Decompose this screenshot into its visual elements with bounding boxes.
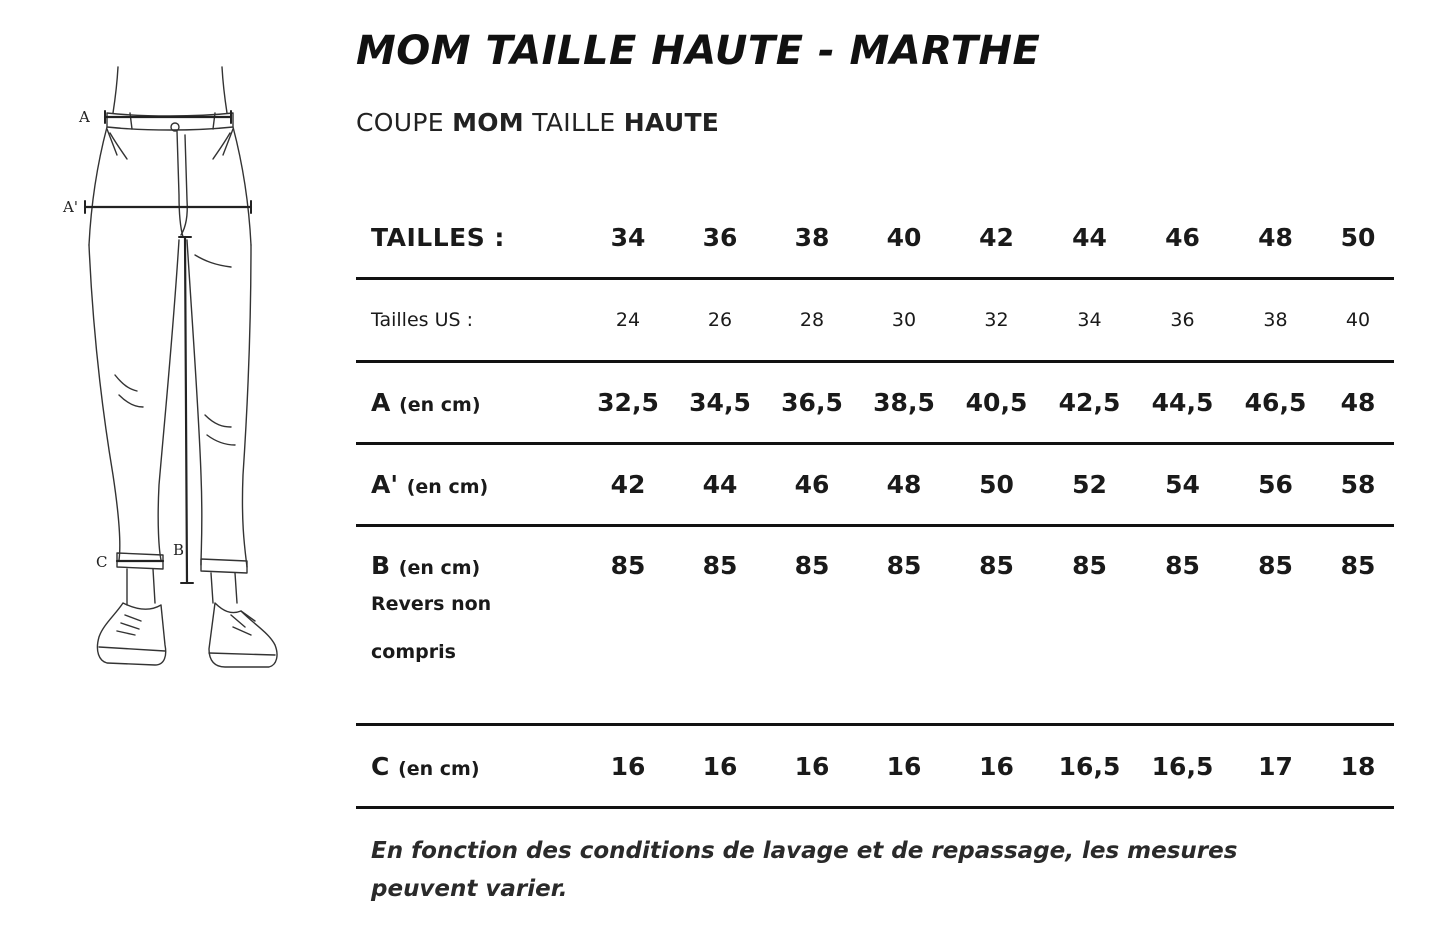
us-size-cell: 30 (858, 279, 950, 362)
b-note-line-2: compris (371, 641, 456, 663)
us-size-cell: 28 (766, 279, 858, 362)
size-cell: 44 (1043, 198, 1136, 279)
c-value-cell: 16 (858, 725, 950, 808)
c-value-cell: 16,5 (1136, 725, 1229, 808)
a-label: A (371, 388, 391, 417)
c-value-cell: 18 (1322, 725, 1394, 808)
row-a (356, 362, 1394, 444)
size-table (356, 198, 1394, 809)
c-value-cell: 16 (582, 725, 674, 808)
us-size-cell: 34 (1043, 279, 1136, 362)
b-label: B (371, 551, 391, 580)
b-value-cell: 85 (582, 526, 674, 725)
c-value-cell: 16 (766, 725, 858, 808)
b-note-line-1: Revers non (371, 593, 492, 615)
a-value-cell: 34,5 (674, 362, 766, 444)
sizes-label: TAILLES : (356, 198, 582, 279)
size-cell: 38 (766, 198, 858, 279)
c-value-cell: 16 (950, 725, 1043, 808)
subtitle-part-4: HAUTE (623, 108, 720, 137)
a-prime-value-cell: 50 (950, 444, 1043, 526)
label-a: A (79, 108, 90, 126)
row-a-prime (356, 444, 1394, 526)
us-size-cell: 32 (950, 279, 1043, 362)
subtitle (356, 108, 719, 137)
a-prime-value-cell: 46 (766, 444, 858, 526)
page-title: MOM TAILLE HAUTE - MARTHE (356, 28, 1041, 74)
size-cell: 50 (1322, 198, 1394, 279)
b-value-cell: 85 (858, 526, 950, 725)
c-label: C (371, 751, 390, 781)
size-cell: 42 (950, 198, 1043, 279)
us-size-cell: 40 (1322, 279, 1394, 362)
b-value-cell: 85 (1322, 526, 1394, 725)
size-cell: 36 (674, 198, 766, 279)
size-cell: 34 (582, 198, 674, 279)
label-b: B (173, 541, 185, 559)
b-value-cell: 85 (950, 526, 1043, 725)
jeans-illustration (55, 55, 295, 685)
us-size-cell: 24 (582, 279, 674, 362)
subtitle-part-3: TAILLE (532, 108, 616, 137)
a-prime-unit: (en cm) (406, 476, 489, 498)
c-value-cell: 16,5 (1043, 725, 1136, 808)
b-value-cell: 85 (1043, 526, 1136, 725)
a-value-cell: 46,5 (1229, 362, 1322, 444)
a-label-cell (356, 362, 582, 444)
label-a-prime: A' (63, 198, 78, 216)
size-cell: 40 (858, 198, 950, 279)
footnote: En fonction des conditions de lavage et de repassage, les mesures peuvent varier. (371, 838, 1238, 902)
subtitle-part-2: MOM (452, 108, 524, 137)
a-prime-value-cell: 58 (1322, 444, 1394, 526)
a-unit: (en cm) (399, 394, 481, 416)
c-value-cell: 16 (674, 725, 766, 808)
us-sizes-label: Tailles US : (356, 279, 582, 362)
c-unit: (en cm) (398, 757, 480, 780)
c-label-cell (356, 725, 582, 808)
b-value-cell: 85 (1136, 526, 1229, 725)
a-prime-value-cell: 42 (582, 444, 674, 526)
row-sizes (356, 198, 1394, 279)
label-c: C (96, 553, 108, 571)
a-prime-label: A' (371, 470, 399, 499)
a-value-cell: 44,5 (1136, 362, 1229, 444)
a-value-cell: 38,5 (858, 362, 950, 444)
a-value-cell: 32,5 (582, 362, 674, 444)
b-value-cell: 85 (674, 526, 766, 725)
a-prime-value-cell: 52 (1043, 444, 1136, 526)
us-size-cell: 36 (1136, 279, 1229, 362)
row-us-sizes (356, 279, 1394, 362)
b-value-cell: 85 (1229, 526, 1322, 725)
a-prime-value-cell: 56 (1229, 444, 1322, 526)
size-cell: 46 (1136, 198, 1229, 279)
subtitle-part-1: COUPE (356, 108, 444, 137)
size-cell: 48 (1229, 198, 1322, 279)
us-size-cell: 38 (1229, 279, 1322, 362)
a-value-cell: 42,5 (1043, 362, 1136, 444)
a-prime-value-cell: 54 (1136, 444, 1229, 526)
us-size-cell: 26 (674, 279, 766, 362)
a-value-cell: 40,5 (950, 362, 1043, 444)
a-prime-value-cell: 48 (858, 444, 950, 526)
a-value-cell: 48 (1322, 362, 1394, 444)
b-label-cell (356, 526, 582, 725)
b-value-cell: 85 (766, 526, 858, 725)
row-b (356, 526, 1394, 725)
row-c (356, 725, 1394, 808)
c-value-cell: 17 (1229, 725, 1322, 808)
b-unit: (en cm) (398, 557, 481, 579)
a-prime-label-cell (356, 444, 582, 526)
a-value-cell: 36,5 (766, 362, 858, 444)
a-prime-value-cell: 44 (674, 444, 766, 526)
